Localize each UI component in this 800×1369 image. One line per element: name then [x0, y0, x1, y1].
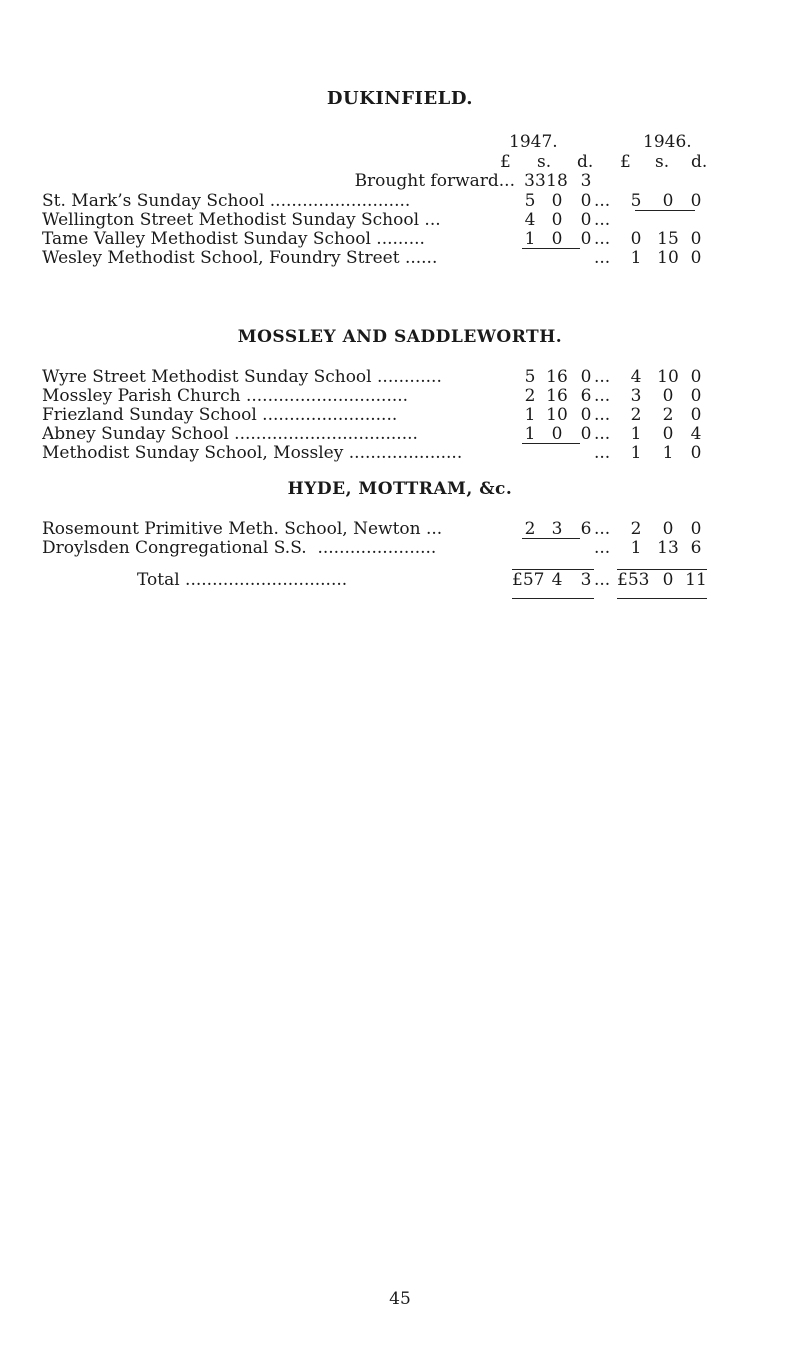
row-label: Friezland Sunday School .........................	[42, 405, 398, 425]
pence-unit-1947: d.	[577, 152, 594, 172]
row-label: Abney Sunday School ..................................	[42, 424, 418, 444]
pounds-1946: 0	[630, 229, 642, 249]
shillings-1946: 13	[657, 538, 679, 558]
row-label: Wyre Street Methodist Sunday School ............	[42, 367, 442, 387]
pounds-1946: 1	[630, 538, 642, 558]
total-separator: ...	[594, 570, 611, 590]
pence-1946: 0	[690, 519, 702, 539]
nil-dash-1946	[635, 210, 695, 211]
total-pence-1947: 3	[580, 570, 592, 590]
row-label: Wellington Street Methodist Sunday School ...	[42, 210, 441, 230]
nil-dash-1947	[522, 443, 580, 444]
pence-1947: 6	[580, 519, 592, 539]
shillings-1946: 0	[662, 424, 674, 444]
row-separator: ...	[594, 248, 611, 268]
pounds-1947: 5	[524, 367, 536, 387]
pounds-1946: 5	[630, 191, 642, 211]
shillings-1946: 2	[662, 405, 674, 425]
total-shillings-1946: 0	[662, 570, 674, 590]
row-separator: ...	[594, 443, 611, 463]
pence-1946: 4	[690, 424, 702, 444]
pounds-1946: 3	[630, 386, 642, 406]
shillings-1947: 16	[546, 386, 568, 406]
pence-1947: 0	[580, 210, 592, 230]
brought-forward-label: Brought forward...	[354, 171, 515, 191]
row-separator: ...	[594, 191, 611, 211]
page-title: DUKINFIELD.	[326, 88, 474, 109]
pounds-1947: 1	[524, 405, 536, 425]
shillings-1947: 10	[546, 405, 568, 425]
pounds-1947: 4	[524, 210, 536, 230]
pounds-1946: 1	[630, 248, 642, 268]
row-label: Rosemount Primitive Meth. School, Newton ...	[42, 519, 443, 539]
row-separator: ...	[594, 519, 611, 539]
row-separator: ...	[594, 386, 611, 406]
pence-1946: 0	[690, 367, 702, 387]
total-shillings-1947: 4	[551, 570, 563, 590]
nil-dash-1947	[522, 538, 580, 539]
brought-forward-row	[0, 171, 800, 193]
total-pounds-1947: £57	[512, 570, 545, 590]
pence-1947: 0	[580, 367, 592, 387]
bf-pence-1947: 3	[580, 171, 592, 191]
pence-1947: 0	[580, 424, 592, 444]
table-row	[0, 248, 800, 270]
pounds-unit-1947: £	[500, 152, 511, 172]
total-label: Total ..............................	[137, 570, 348, 590]
row-label: Mossley Parish Church ..............................	[42, 386, 409, 406]
total-pounds-1946: £53	[617, 570, 650, 590]
pence-1946: 0	[690, 229, 702, 249]
table-row	[0, 538, 800, 560]
pence-1947: 0	[580, 229, 592, 249]
pence-1946: 0	[690, 386, 702, 406]
total-pence-1946: 11	[685, 570, 707, 590]
section-heading-hyde: HYDE, MOTTRAM, &c.	[287, 479, 513, 499]
row-separator: ...	[594, 210, 611, 230]
pence-1946: 0	[690, 405, 702, 425]
shillings-1946: 1	[662, 443, 674, 463]
shillings-1947: 0	[551, 191, 563, 211]
pence-1947: 0	[580, 405, 592, 425]
row-separator: ...	[594, 405, 611, 425]
pence-1946: 0	[690, 191, 702, 211]
shillings-1947: 0	[551, 210, 563, 230]
pence-1947: 0	[580, 191, 592, 211]
shillings-1947: 0	[551, 424, 563, 444]
pounds-1946: 1	[630, 443, 642, 463]
shillings-1946: 10	[657, 248, 679, 268]
pounds-1946: 2	[630, 519, 642, 539]
total-rule-bottom-1947	[512, 598, 594, 599]
shillings-unit-1947: s.	[537, 152, 552, 172]
row-separator: ...	[594, 229, 611, 249]
pence-1946: 0	[690, 443, 702, 463]
shillings-1947: 0	[551, 229, 563, 249]
pounds-1947: 2	[524, 386, 536, 406]
pounds-1946: 1	[630, 424, 642, 444]
pounds-1946: 4	[630, 367, 642, 387]
shillings-1946: 0	[662, 386, 674, 406]
section-heading-mossley: MOSSLEY AND SADDLEWORTH.	[237, 327, 563, 347]
pence-unit-1946: d.	[691, 152, 708, 172]
total-row	[0, 570, 800, 592]
row-separator: ...	[594, 367, 611, 387]
pence-1946: 0	[690, 248, 702, 268]
pence-1947: 6	[580, 386, 592, 406]
shillings-1946: 10	[657, 367, 679, 387]
row-label: Wesley Methodist School, Foundry Street ......	[42, 248, 438, 268]
row-label: Tame Valley Methodist Sunday School .........	[42, 229, 425, 249]
shillings-1946: 0	[662, 191, 674, 211]
nil-dash-1947	[522, 248, 580, 249]
row-label: Droylsden Congregational S.S. ......................	[42, 538, 437, 558]
shillings-1946: 15	[657, 229, 679, 249]
page-number: 45	[389, 1289, 411, 1309]
pounds-1946: 2	[630, 405, 642, 425]
shillings-1947: 16	[546, 367, 568, 387]
year-1946-header: 1946.	[643, 132, 692, 152]
pounds-1947: 2	[524, 519, 536, 539]
bf-pounds-1947: 33	[524, 171, 546, 191]
row-label: St. Mark’s Sunday School ..........................	[42, 191, 411, 211]
bf-shillings-1947: 18	[546, 171, 568, 191]
pence-1946: 6	[690, 538, 702, 558]
shillings-1946: 0	[662, 519, 674, 539]
row-separator: ...	[594, 424, 611, 444]
pounds-1947: 1	[524, 229, 536, 249]
row-separator: ...	[594, 538, 611, 558]
shillings-1947: 3	[551, 519, 563, 539]
pounds-1947: 1	[524, 424, 536, 444]
shillings-unit-1946: s.	[655, 152, 670, 172]
table-row	[0, 443, 800, 465]
pounds-1947: 5	[524, 191, 536, 211]
pounds-unit-1946: £	[620, 152, 631, 172]
total-rule-bottom-1946	[617, 598, 707, 599]
year-1947-header: 1947.	[509, 132, 558, 152]
row-label: Methodist Sunday School, Mossley .....................	[42, 443, 463, 463]
